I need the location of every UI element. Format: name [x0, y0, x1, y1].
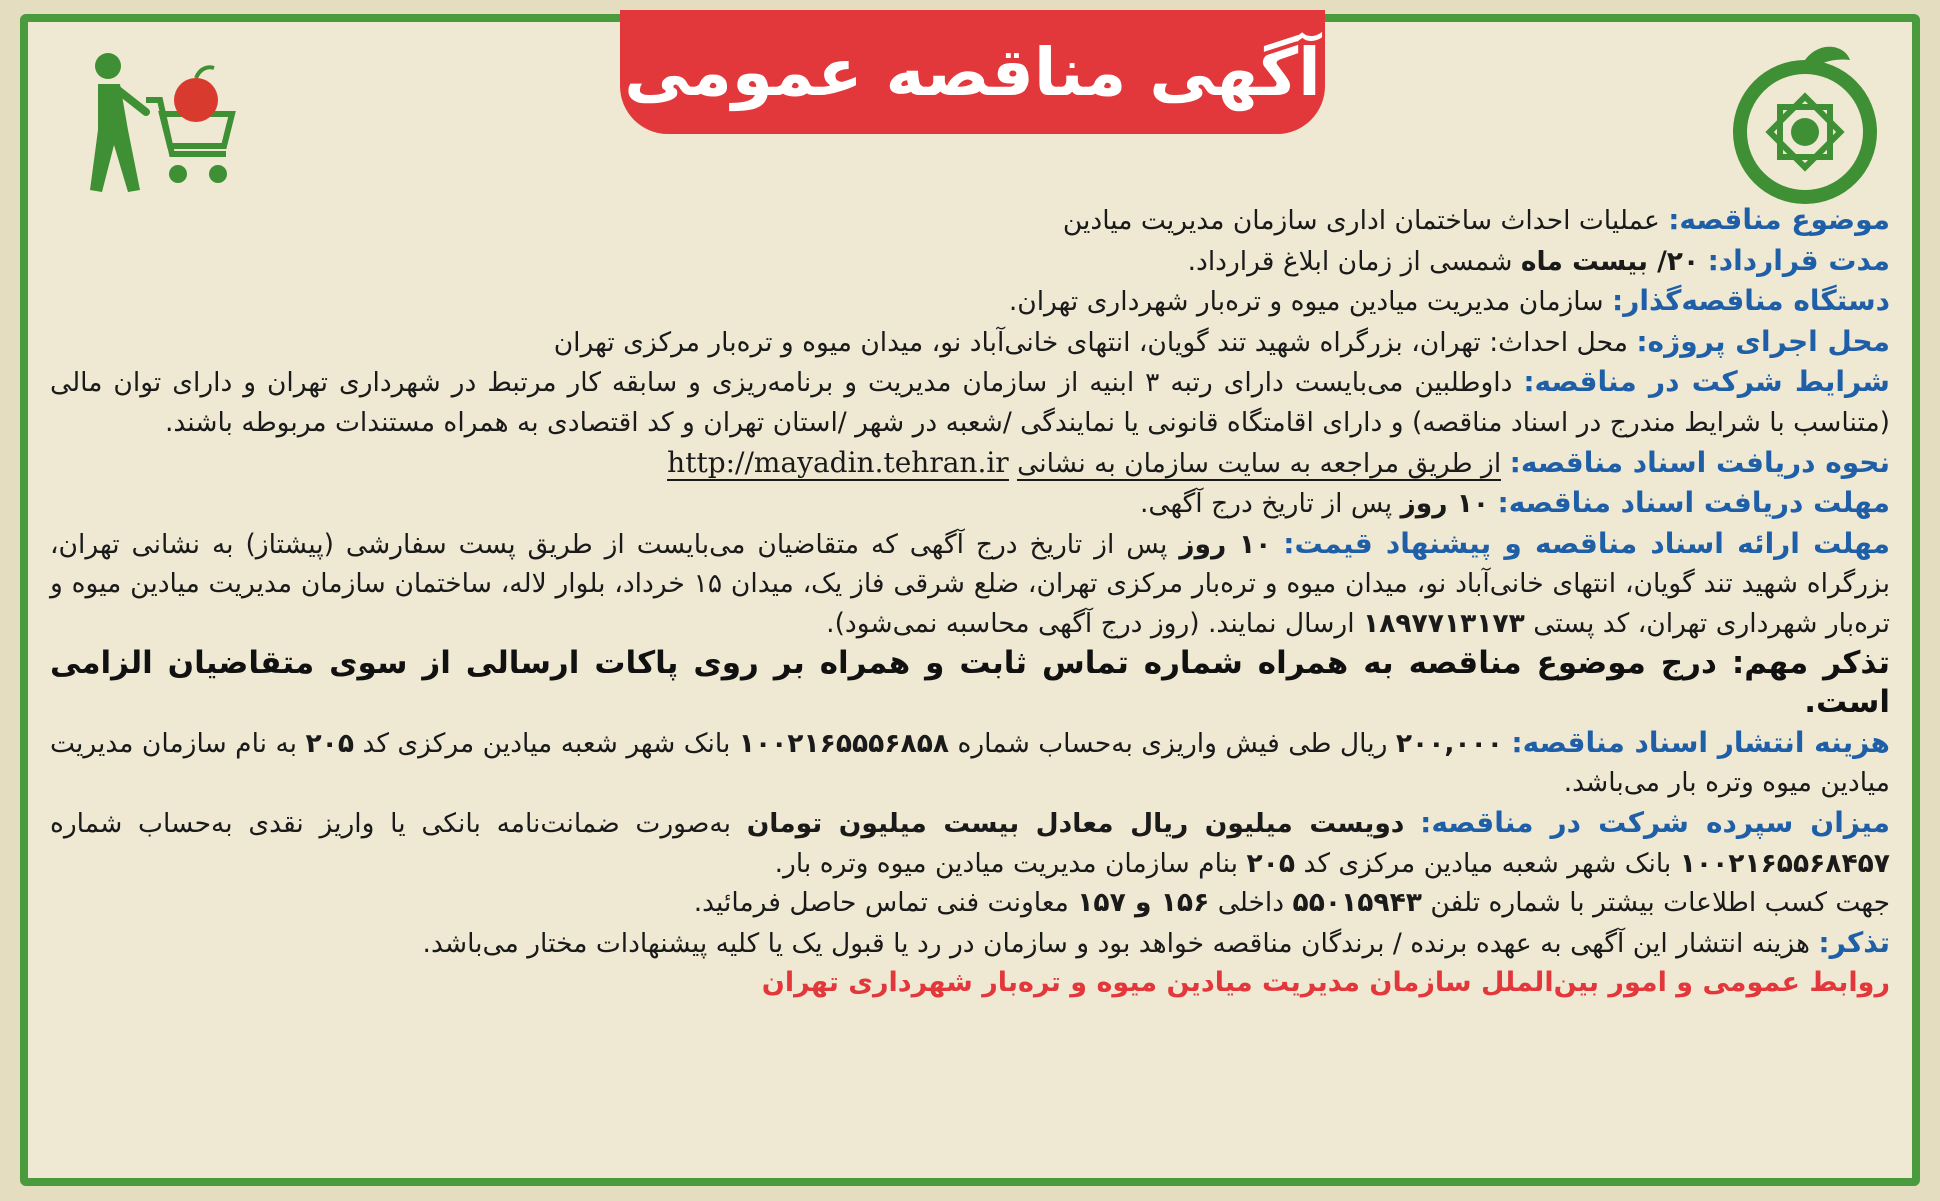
- note-line: [50, 923, 1890, 964]
- publication-cost-line: [50, 723, 1890, 803]
- postal-code: ۱۸۹۷۷۱۳۱۷۳: [1363, 607, 1525, 639]
- publication-cost-value: ریال طی فیش واریزی به‌حساب شماره: [957, 727, 1388, 759]
- important-label: تذکر مهم:: [1731, 644, 1890, 681]
- contact-ext: ۱۵۶ و ۱۵۷: [1077, 887, 1210, 919]
- duration-value: شمسی از زمان ابلاغ قرارداد.: [1187, 245, 1513, 277]
- documents-url-link[interactable]: http://mayadin.tehran.ir: [667, 445, 1009, 479]
- contact-phone: ۵۵۰۱۵۹۴۳: [1292, 887, 1422, 919]
- submission-label: مهلت ارائه اسناد مناقصه و پیشنهاد قیمت:: [1283, 526, 1891, 560]
- location-label: محل اجرای پروژه:: [1636, 324, 1890, 358]
- publication-cost-label: هزینه انتشار اسناد مناقصه:: [1511, 725, 1890, 759]
- doc-deadline-value: پس از تاریخ درج آگهی.: [1139, 488, 1393, 520]
- submission-line: [50, 524, 1890, 644]
- submission-bold: ۱۰ روز: [1179, 528, 1272, 560]
- note-label: تذکر:: [1818, 925, 1890, 959]
- conditions-line: [50, 362, 1890, 442]
- organizer-value: سازمان مدیریت میادین میوه و تره‌بار شهرداری تهران.: [1008, 286, 1604, 318]
- publication-cost-value-end: به نام سازمان مدیریت میادین میوه وتره بار می‌باشد.: [50, 727, 1890, 799]
- tehran-municipality-logo-icon: [1710, 40, 1900, 210]
- submission-value: پس از تاریخ درج آگهی که متقاضیان می‌بایست از طریق پست سفارشی (پیشتاز) به نشانی تهران، بزرگراه شهید تند گویان، انتهای خانی‌آباد نو، میدان میوه و تره‌بار مرکزی تهران، ضلع شرقی فاز یک، میدان ۱۵ خرداد، بلوار لاله، ساختمان سازمان مدیریت میادین میوه و تره‌بار شهرداری تهران، کد پستی: [50, 528, 1890, 639]
- footer-signature: روابط عمومی و امور بین‌الملل سازمان مدیریت میادین میوه و تره‌بار شهرداری تهران: [761, 967, 1890, 999]
- subject-label: موضوع مناقصه:: [1668, 203, 1890, 236]
- subject-line: [50, 200, 1890, 241]
- publication-cost-value-2: بانک شهر شعبه میادین مرکزی کد: [362, 727, 731, 759]
- duration-line: [50, 241, 1890, 282]
- publication-cost-account: ۱۰۰۲۱۶۵۵۵۶۸۵۸: [738, 727, 950, 759]
- deposit-account: ۱۰۰۲۱۶۵۵۶۸۴۵۷: [1679, 847, 1890, 879]
- title-banner: [620, 10, 1325, 134]
- organizer-line: [50, 281, 1890, 322]
- contact-text: جهت کسب اطلاعات بیشتر با شماره تلفن: [1430, 887, 1890, 919]
- conditions-value: داوطلبین می‌بایست دارای رتبه ۳ ابنیه از سازمان مدیریت و برنامه‌ریزی و سابقه کار مرتبط در شهرداری تهران و دارای توان مالی (متناسب با شرایط مندرج در اسناد مناقصه) و دارای اقامتگاه قانونی یا نمایندگی /شعبه در شهر /استان تهران و کد اقتصادی به همراه مستندات مربوطه باشند.: [50, 367, 1890, 438]
- location-value: محل احداث: تهران، بزرگراه شهید تند گویان، انتهای خانی‌آباد نو، میدان میوه و تره‌بار مرکزی تهران: [553, 326, 1628, 358]
- duration-bold: ۲۰/ بیست ماه: [1520, 245, 1700, 277]
- doc-deadline-line: [50, 483, 1890, 524]
- deposit-line: [50, 803, 1890, 883]
- shopper-with-cart-icon: [68, 50, 238, 200]
- publication-cost-amount: ۲۰۰,۰۰۰: [1395, 727, 1503, 759]
- notice-body: [50, 200, 1890, 1003]
- doc-deadline-bold: ۱۰ روز: [1400, 488, 1490, 520]
- deposit-label: میزان سپرده شرکت در مناقصه:: [1420, 805, 1890, 839]
- duration-label: مدت قرارداد:: [1707, 243, 1890, 277]
- documents-value: از طریق مراجعه به سایت سازمان به نشانی: [1017, 447, 1502, 479]
- conditions-label: شرایط شرکت در مناقصه:: [1523, 365, 1890, 399]
- contact-line: [50, 883, 1890, 923]
- notice-title: آگهی مناقصه عمومی: [624, 33, 1321, 111]
- subject-value: عملیات احداث ساختمان اداری سازمان مدیریت میادین: [1062, 205, 1660, 236]
- note-value: هزینه انتشار این آگهی به عهده برنده / برندگان مناقصه خواهد بود و سازمان در رد یا قبول یک یا کلیه پیشنهادات مختار می‌باشد.: [422, 927, 1810, 959]
- submission-value-end: ارسال نمایند. (روز درج آگهی محاسبه نمی‌شود).: [826, 607, 1355, 639]
- location-line: [50, 322, 1890, 363]
- important-line: [50, 644, 1890, 723]
- documents-label: نحوه دریافت اسناد مناقصه:: [1509, 445, 1890, 479]
- important-value: درج موضوع مناقصه به همراه شماره تماس ثابت و همراه بر روی پاکات ارسالی از سوی متقاضیان الزامی است.: [50, 644, 1890, 721]
- deposit-value-end: بنام سازمان مدیریت میادین میوه وتره بار.: [774, 847, 1239, 879]
- deposit-value-2: بانک شهر شعبه میادین مرکزی کد: [1303, 847, 1672, 879]
- organizer-label: دستگاه مناقصه‌گذار:: [1612, 284, 1890, 318]
- contact-text-end: معاونت فنی تماس حاصل فرمائید.: [693, 887, 1069, 919]
- documents-line: [50, 443, 1890, 484]
- deposit-bold: دویست میلیون ریال معادل بیست میلیون تومان: [746, 807, 1405, 839]
- publication-cost-branch-code: ۲۰۵: [305, 727, 355, 759]
- deposit-value: به‌صورت ضمانت‌نامه بانکی یا واریز نقدی به‌حساب شماره: [50, 807, 731, 839]
- contact-text-2: داخلی: [1217, 887, 1285, 919]
- deposit-branch-code: ۲۰۵: [1246, 847, 1295, 879]
- doc-deadline-label: مهلت دریافت اسناد مناقصه:: [1497, 486, 1890, 520]
